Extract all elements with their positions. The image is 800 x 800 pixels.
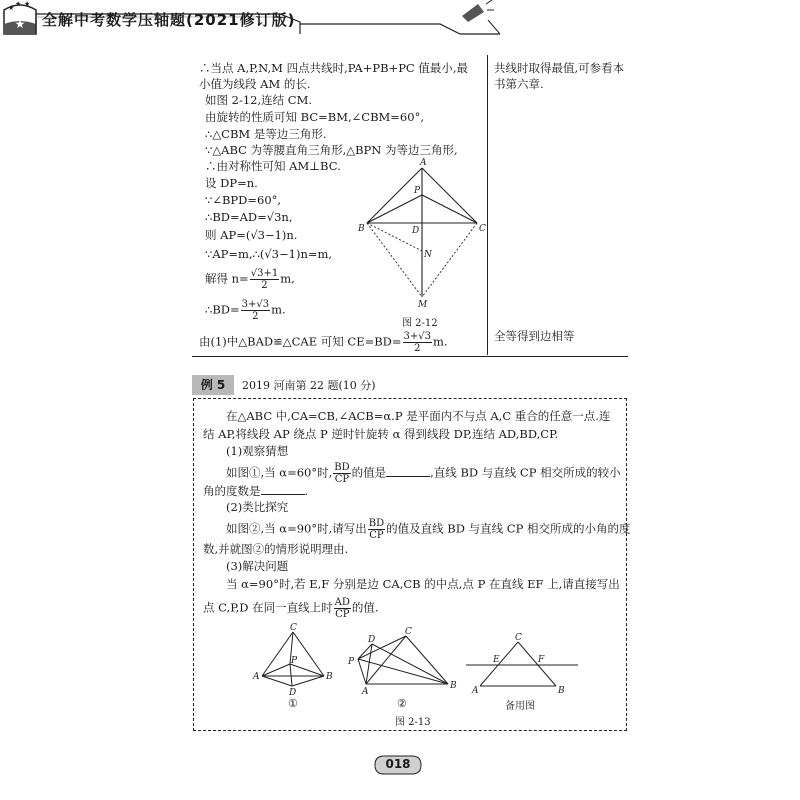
label-A: A	[362, 687, 369, 697]
problem-line: 如图①,当 α=60°时, $\frac{BD}{CP}$ 的值是 ,直线 BD 与直线 CP 相交所成的较小	[226, 462, 621, 485]
example-badge: 例 5	[192, 375, 234, 395]
figure-2-13-2	[342, 626, 462, 698]
side-note: 全等得到边相等	[494, 329, 575, 343]
text-line: ∵△ABC 为等腰直角三角形,△BPN 为等边三角形,	[205, 143, 458, 157]
label-B: B	[450, 681, 457, 691]
text-line: 如图 2-12,连结 CM.	[205, 93, 313, 107]
label-M: M	[418, 300, 428, 310]
text-line: ∴BD=AD=√3n,	[205, 210, 293, 224]
label-B: B	[358, 224, 365, 234]
figure-2-13-1	[248, 622, 338, 702]
figure-2-13-backup	[462, 630, 582, 694]
svg-text:★: ★	[8, 4, 15, 12]
example-source: 2019 河南第 22 题(10 分)	[242, 379, 376, 392]
label-P: P	[348, 657, 355, 667]
text-line: 由旋转的性质可知 BC=BM,∠CBM=60°,	[205, 110, 424, 124]
label-D: D	[412, 226, 420, 236]
label-A: A	[420, 158, 427, 168]
problem-line: 点 C,P,D 在同一直线上时 $\frac{AD}{CP}$ 的值.	[203, 597, 379, 620]
problem-line: 数,并就图②的情形说明理由.	[203, 542, 349, 556]
label-E: E	[493, 655, 500, 665]
label-A: A	[472, 686, 479, 694]
page-number-badge	[372, 754, 424, 776]
text-line: 则 AP=(√3−1)n.	[205, 228, 298, 242]
side-note: 书第六章.	[494, 77, 544, 91]
label-A: A	[253, 672, 260, 682]
part-title: (1)观察猜想	[226, 444, 289, 458]
section-divider	[192, 356, 628, 357]
label-B: B	[326, 672, 333, 682]
page-number: 018	[385, 757, 411, 771]
label-C: C	[515, 633, 522, 643]
figure-caption: 图 2-12	[402, 318, 438, 329]
text-line: ∴由对称性可知 AM⊥BC.	[205, 159, 341, 173]
text-line: ∴当点 A,P,N,M 四点共线时,PA+PB+PC 值最小,最	[199, 61, 469, 75]
label-F: F	[538, 655, 545, 665]
label-P: P	[414, 186, 421, 196]
figure-label: ②	[397, 697, 407, 710]
part-title: (3)解决问题	[226, 559, 289, 573]
problem-line: 如图②,当 α=90°时,请写出 $\frac{BD}{CP}$ 的值及直线 BD 与直线 CP 相交所成的小角的度	[226, 518, 631, 541]
label-C: C	[290, 623, 297, 633]
problem-line: 结 AP,将线段 AP 绕点 P 逆时针旋转 α 得到线段 DP,连结 AD,BD,CP.	[203, 427, 559, 441]
label-N: N	[424, 250, 432, 260]
svg-text:★: ★	[14, 17, 26, 31]
problem-line: 当 α=90°时,若 E,F 分别是边 CA,CB 的中点,点 P 在直线 EF 上,请直接写出	[226, 577, 620, 591]
answer-blank	[386, 465, 430, 477]
svg-text:★: ★	[15, 0, 22, 8]
text-line: ∵∠BPD=60°,	[205, 193, 282, 207]
conclusion-line: 由(1)中△BAD≌△CAE 可知 CE=BD= $\frac{3+√3}{2}$ m.	[199, 331, 448, 354]
side-note: 共线时取得最值,可参看本	[494, 61, 625, 75]
label-C: C	[479, 224, 486, 234]
label-D: D	[289, 688, 297, 698]
problem-line: 在△ABC 中,CA=CB,∠ACB=α.P 是平面内不与点 A,C 重合的任意一点.连	[226, 409, 611, 423]
figure-label: ①	[288, 697, 298, 710]
solve-line: 解得 n= $\frac{√3+1}{2}$ m,	[205, 268, 295, 291]
label-C: C	[405, 627, 412, 637]
label-P: P	[291, 656, 298, 666]
figure-2-12	[350, 155, 490, 315]
label-D: D	[368, 635, 376, 645]
bd-line: ∴BD= $\frac{3+√3}{2}$ m.	[205, 299, 286, 322]
book-title: 全解中考数学压轴题(2021修订版)	[42, 11, 296, 29]
page-header	[0, 0, 500, 36]
figure-label: 备用图	[505, 701, 535, 712]
svg-text:★: ★	[24, 0, 31, 8]
text-line: ∵AP=m,∴(√3−1)n=m,	[205, 247, 333, 261]
text-line: 小值为线段 AM 的长.	[199, 77, 311, 91]
part-title: (2)类比探究	[226, 500, 289, 514]
answer-blank	[261, 483, 305, 495]
text-line: ∴△CBM 是等边三角形.	[205, 127, 327, 141]
problem-line: 角的度数是 .	[203, 484, 309, 498]
label-B: B	[558, 686, 565, 694]
figure-caption: 图 2-13	[395, 717, 431, 728]
text-line: 设 DP=n.	[205, 176, 258, 190]
